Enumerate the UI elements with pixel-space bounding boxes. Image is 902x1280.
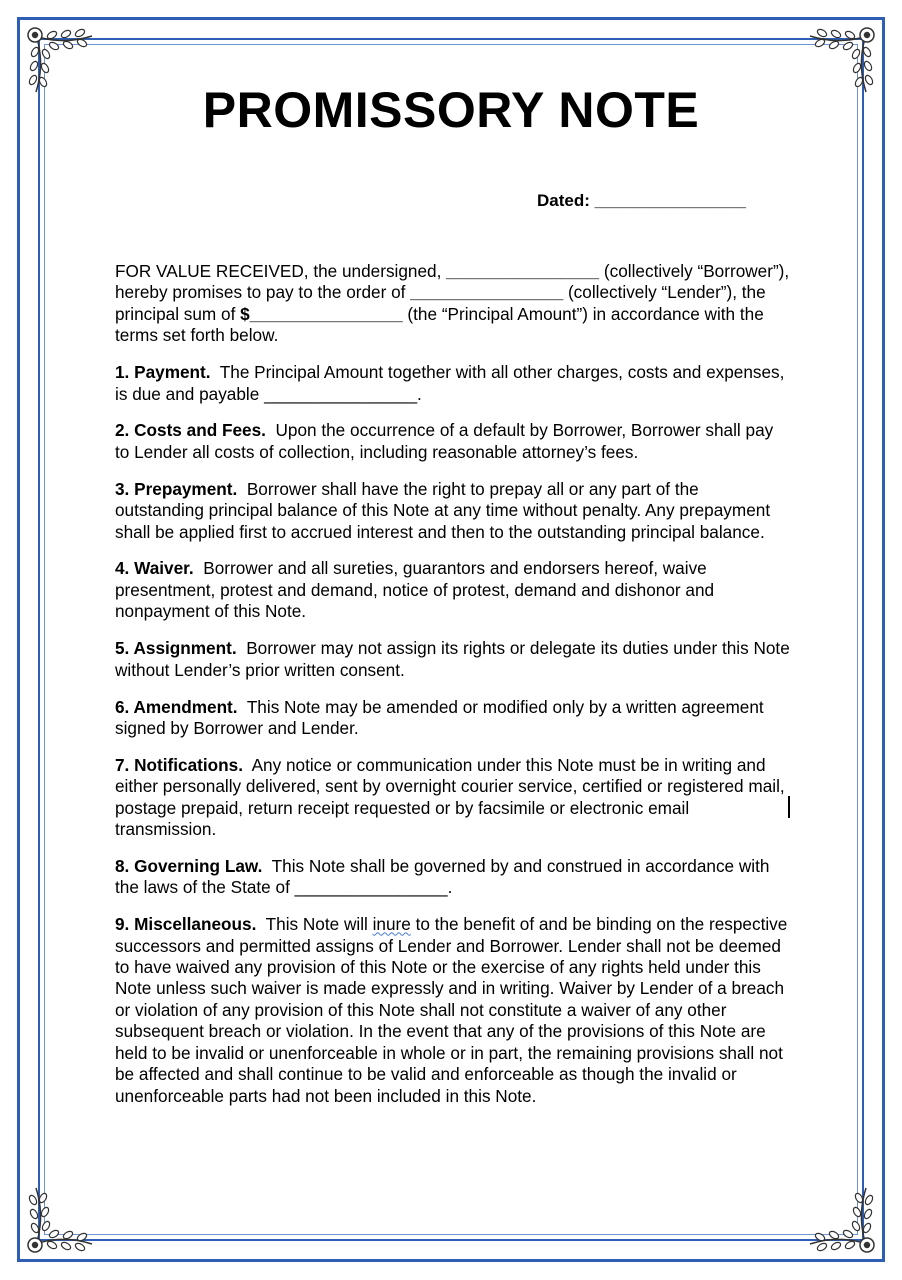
- intro-text: (the “Principal Amount”) in accordance with the terms set forth below.: [115, 303, 764, 346]
- section-heading: 8. Governing Law.: [115, 855, 263, 876]
- spellcheck-flagged-word[interactable]: inure: [372, 914, 411, 935]
- section-text: This Note shall be governed by and construed in accordance with the laws of the State of: [115, 855, 770, 898]
- section-text: The Principal Amount together with all other charges, costs and expenses, is due and payable: [115, 362, 785, 404]
- section-assignment: [115, 638, 791, 681]
- section-heading: 9. Miscellaneous.: [115, 914, 257, 935]
- section-heading: 5. Assignment.: [115, 638, 237, 659]
- principal-blank[interactable]: $________________: [240, 303, 403, 324]
- dated-label: Dated:: [537, 191, 590, 210]
- section-notifications: [115, 755, 791, 841]
- section-text: Borrower and all sureties, guarantors and endorsers hereof, waive presentment, protest and demand, notice of protest, demand and dishonor and nonpayment of this Note.: [115, 558, 715, 622]
- section-payment: [115, 362, 791, 405]
- section-text: .: [447, 877, 453, 898]
- section-waiver: [115, 558, 791, 622]
- laurel-ornament-icon: [22, 1182, 98, 1258]
- section-text: Upon the occurrence of a default by Borrower, Borrower shall pay to Lender all costs of collection, including reasonable attorney’s fees.: [115, 420, 774, 462]
- intro-text: (collectively “Borrower”), hereby promises to pay to the order of: [115, 261, 790, 303]
- dated-blank[interactable]: ________________: [594, 191, 746, 210]
- section-text: Borrower shall have the right to prepay all or any part of the outstanding principal balance of this Note at any time without penalty. Any prepayment shall be applied first to accrued interest and then to the outstanding principal balance.: [115, 478, 771, 542]
- section-heading: 6. Amendment.: [115, 696, 238, 717]
- section-text: .: [417, 383, 422, 404]
- section-prepayment: [115, 479, 791, 543]
- state-blank[interactable]: ________________: [294, 877, 448, 898]
- section-heading: 7. Notifications.: [115, 754, 243, 775]
- intro-text: FOR VALUE RECEIVED, the undersigned,: [115, 261, 447, 281]
- section-heading: 1. Payment.: [115, 362, 211, 383]
- section-text: This Note will: [265, 914, 373, 935]
- page-title: PROMISSORY NOTE: [202, 82, 700, 138]
- section-heading: 4. Waiver.: [115, 558, 194, 579]
- section-amendment: [115, 697, 791, 740]
- intro-paragraph: [115, 261, 791, 347]
- text-cursor: [788, 796, 790, 818]
- section-costs-fees: [115, 420, 791, 463]
- section-text: Borrower may not assign its rights or delegate its duties under this Note without Lender’s prior written consent.: [115, 638, 790, 680]
- section-heading: 2. Costs and Fees.: [115, 420, 266, 441]
- dated-line: [537, 191, 746, 211]
- borrower-blank[interactable]: ________________: [446, 261, 600, 281]
- section-heading: 3. Prepayment.: [115, 478, 238, 499]
- payment-date-blank[interactable]: ________________: [264, 383, 418, 404]
- section-governing-law: [115, 856, 791, 899]
- lender-blank[interactable]: ________________: [410, 282, 564, 303]
- section-miscellaneous: [115, 914, 791, 1107]
- note-body: [115, 261, 791, 1122]
- section-text: Any notice or communication under this Note must be in writing and either personally delivered, sent by overnight courier service, certified or registered mail, postage prepaid, return receipt requested or by facsimile or electronic email transmission.: [115, 754, 785, 840]
- section-text: This Note may be amended or modified only by a written agreement signed by Borrower and Lender.: [115, 696, 764, 738]
- section-text: to the benefit of and be binding on the respective successors and permitted assigns of Lender and Borrower. Lender shall not be deemed to have waived any provision of this Note or the exercise of any rights held under this Note unless such waiver is made expressly and in writing. Waiver by Lender of a breach or violation of any provision of this Note shall not constitute a waiver of any other subsequent breach or violation. In the event that any of the provisions of this Note are held to be invalid or unenforceable in whole or in part, the remaining provisions shall not be affected and shall continue to be valid and enforceable as though the invalid or unenforceable parts had not been included in this Note.: [115, 914, 788, 1106]
- laurel-ornament-icon: [804, 1182, 880, 1258]
- intro-text: (collectively “Lender”), the principal sum of: [115, 282, 766, 324]
